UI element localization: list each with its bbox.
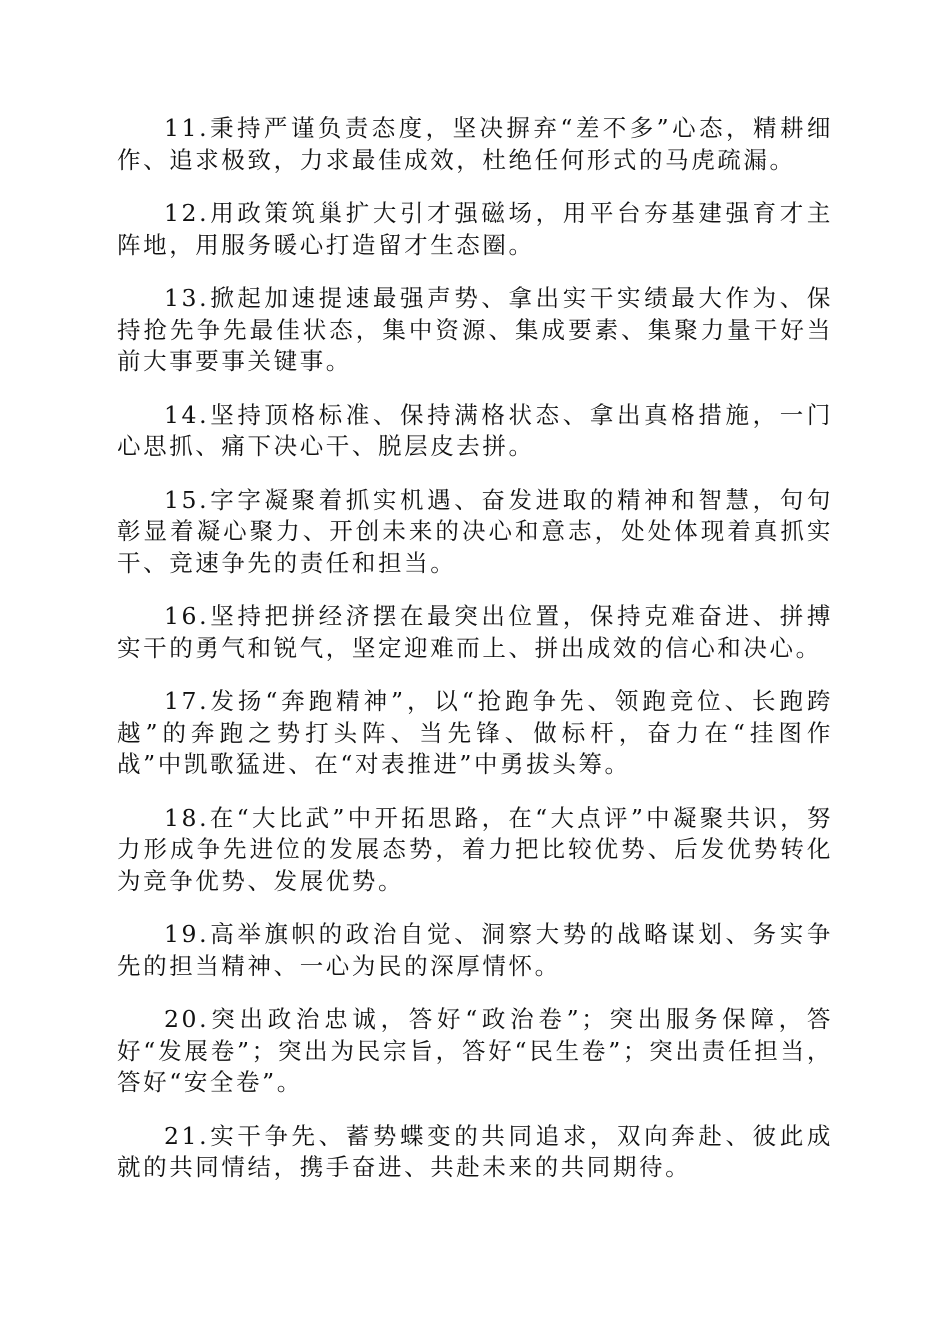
paragraph-11: 11.秉持严谨负责态度，坚决摒弃“差不多”心态，精耕细作、追求极致，力求最佳成效，杜绝任何形式的马虎疏漏。 — [117, 114, 833, 174]
paragraph-16: 16.坚持把拼经济摆在最突出位置，保持克难奋进、拼搏实干的勇气和锐气，坚定迎难而上、拼出成效的信心和决心。 — [117, 602, 833, 662]
paragraph-17: 17.发扬“奔跑精神”，以“抢跑争先、领跑竞位、长跑跨越”的奔跑之势打头阵、当先锋、做标杆，奋力在“挂图作战”中凯歌猛进、在“对表推进”中勇拔头筹。 — [117, 687, 833, 778]
paragraph-15: 15.字字凝聚着抓实机遇、奋发进取的精神和智慧，句句彰显着凝心聚力、开创未来的决心和意志，处处体现着真抓实干、竞速争先的责任和担当。 — [117, 485, 833, 577]
document-page — [117, 113, 833, 1206]
paragraph-19: 19.高举旗帜的政治自觉、洞察大势的战略谋划、务实争先的担当精神、一心为民的深厚情怀。 — [117, 920, 833, 980]
paragraph-20: 20.突出政治忠诚，答好“政治卷”；突出服务保障，答好“发展卷”；突出为民宗旨，答好“民生卷”；突出责任担当，答好“安全卷”。 — [117, 1005, 833, 1096]
paragraph-12: 12.用政策筑巢扩大引才强磁场，用平台夯基建强育才主阵地，用服务暖心打造留才生态圈。 — [117, 199, 833, 259]
paragraph-13: 13.掀起加速提速最强声势、拿出实干实绩最大作为、保持抢先争先最佳状态，集中资源、集成要素、集聚力量干好当前大事要事关键事。 — [117, 284, 833, 375]
paragraph-18: 18.在“大比武”中开拓思路，在“大点评”中凝聚共识，努力形成争先进位的发展态势，着力把比较优势、后发优势转化为竞争优势、发展优势。 — [117, 803, 833, 895]
paragraph-21: 21.实干争先、蓄势蝶变的共同追求，双向奔赴、彼此成就的共同情结，携手奋进、共赴未来的共同期待。 — [117, 1121, 833, 1181]
paragraph-14: 14.坚持顶格标准、保持满格状态、拿出真格措施，一门心思抓、痛下决心干、脱层皮去拼。 — [117, 400, 833, 460]
